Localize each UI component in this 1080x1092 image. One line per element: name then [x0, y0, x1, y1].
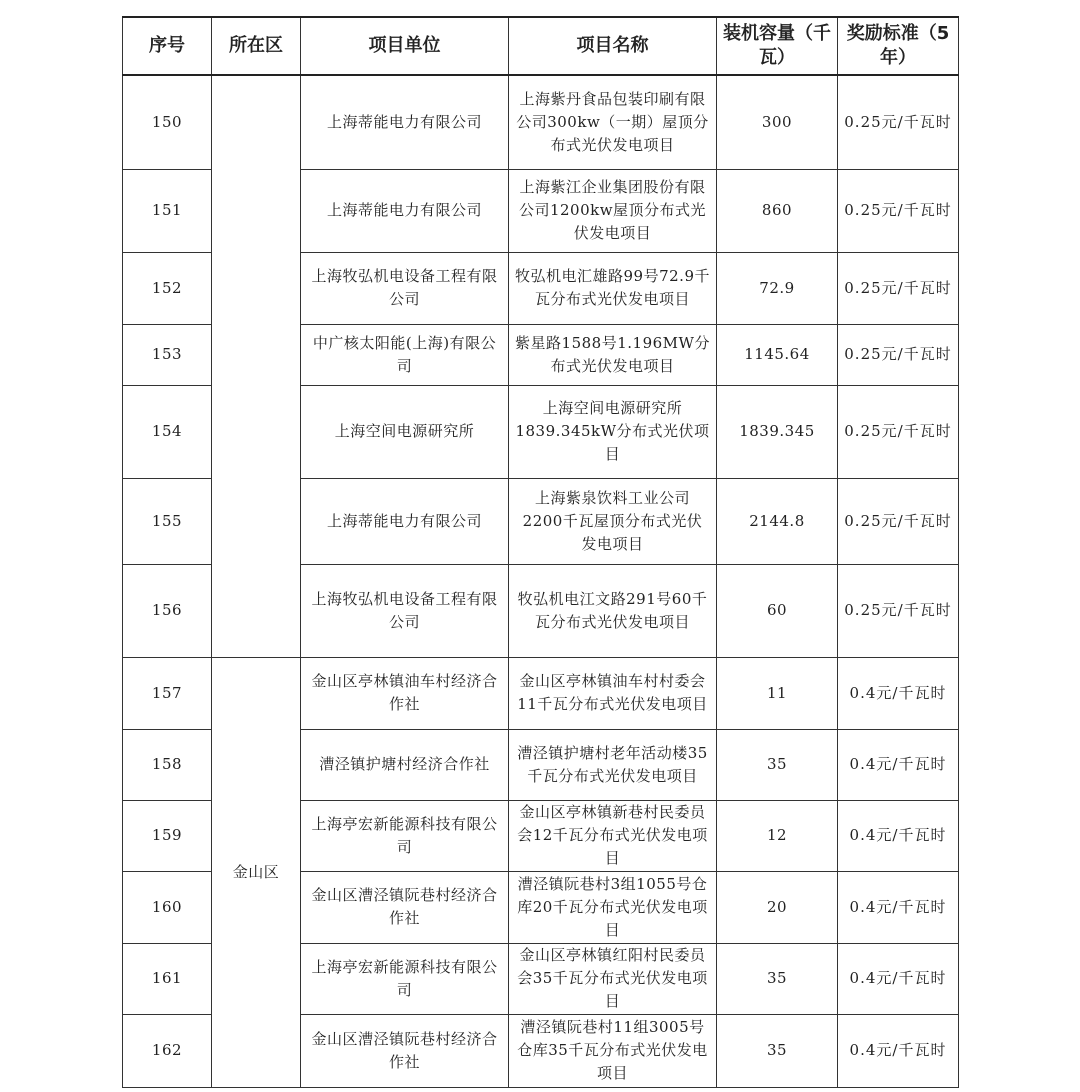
project-unit: 上海蒂能电力有限公司: [301, 478, 509, 564]
project-name: 上海空间电源研究所1839.345kW分布式光伏项目: [509, 385, 717, 478]
reward-standard: 0.4元/千瓦时: [838, 657, 959, 729]
subsidy-table: [122, 16, 959, 1088]
header-name: 项目名称: [509, 17, 717, 75]
district-cell-blank: [212, 75, 301, 657]
project-unit: 上海蒂能电力有限公司: [301, 75, 509, 169]
capacity: 35: [717, 729, 838, 800]
reward-standard: 0.4元/千瓦时: [838, 871, 959, 943]
project-name: 上海紫江企业集团股份有限公司1200kw屋顶分布式光伏发电项目: [509, 169, 717, 252]
capacity: 860: [717, 169, 838, 252]
project-name: 金山区亭林镇油车村村委会11千瓦分布式光伏发电项目: [509, 657, 717, 729]
project-unit: 金山区亭林镇油车村经济合作社: [301, 657, 509, 729]
capacity: 60: [717, 564, 838, 657]
project-unit: 上海牧弘机电设备工程有限公司: [301, 252, 509, 324]
reward-standard: 0.25元/千瓦时: [838, 252, 959, 324]
row-no: 150: [123, 75, 212, 169]
reward-standard: 0.25元/千瓦时: [838, 169, 959, 252]
reward-standard: 0.4元/千瓦时: [838, 729, 959, 800]
project-name: 金山区亭林镇新巷村民委员会12千瓦分布式光伏发电项目: [509, 800, 717, 871]
project-unit: 漕泾镇护塘村经济合作社: [301, 729, 509, 800]
project-unit: 上海牧弘机电设备工程有限公司: [301, 564, 509, 657]
header-row: [123, 17, 959, 75]
capacity: 72.9: [717, 252, 838, 324]
reward-standard: 0.25元/千瓦时: [838, 324, 959, 385]
capacity: 12: [717, 800, 838, 871]
row-no: 157: [123, 657, 212, 729]
row-no: 158: [123, 729, 212, 800]
project-unit: 金山区漕泾镇阮巷村经济合作社: [301, 871, 509, 943]
project-unit: 上海蒂能电力有限公司: [301, 169, 509, 252]
project-name: 上海紫丹食品包装印刷有限公司300kw（一期）屋顶分布式光伏发电项目: [509, 75, 717, 169]
row-no: 162: [123, 1014, 212, 1087]
project-name: 漕泾镇护塘村老年活动楼35千瓦分布式光伏发电项目: [509, 729, 717, 800]
capacity: 11: [717, 657, 838, 729]
project-unit: 中广核太阳能(上海)有限公司: [301, 324, 509, 385]
row-no: 152: [123, 252, 212, 324]
capacity: 1839.345: [717, 385, 838, 478]
reward-standard: 0.25元/千瓦时: [838, 385, 959, 478]
row-no: 156: [123, 564, 212, 657]
project-unit: 上海空间电源研究所: [301, 385, 509, 478]
capacity: 1145.64: [717, 324, 838, 385]
row-no: 151: [123, 169, 212, 252]
project-unit: 金山区漕泾镇阮巷村经济合作社: [301, 1014, 509, 1087]
project-unit: 上海亭宏新能源科技有限公司: [301, 943, 509, 1014]
capacity: 35: [717, 1014, 838, 1087]
reward-standard: 0.25元/千瓦时: [838, 564, 959, 657]
reward-standard: 0.25元/千瓦时: [838, 75, 959, 169]
row-no: 160: [123, 871, 212, 943]
reward-standard: 0.4元/千瓦时: [838, 943, 959, 1014]
table-row: [123, 75, 959, 169]
project-name: 牧弘机电江文路291号60千瓦分布式光伏发电项目: [509, 564, 717, 657]
row-no: 153: [123, 324, 212, 385]
reward-standard: 0.4元/千瓦时: [838, 1014, 959, 1087]
capacity: 300: [717, 75, 838, 169]
row-no: 159: [123, 800, 212, 871]
project-unit: 上海亭宏新能源科技有限公司: [301, 800, 509, 871]
table-row: [123, 657, 959, 729]
header-capacity: 装机容量（千瓦）: [717, 17, 838, 75]
reward-standard: 0.25元/千瓦时: [838, 478, 959, 564]
row-no: 154: [123, 385, 212, 478]
header-standard: 奖励标准（5年）: [838, 17, 959, 75]
header-no: 序号: [123, 17, 212, 75]
district-cell: 金山区: [212, 657, 301, 1087]
capacity: 35: [717, 943, 838, 1014]
header-unit: 项目单位: [301, 17, 509, 75]
project-name: 漕泾镇阮巷村11组3005号仓库35千瓦分布式光伏发电项目: [509, 1014, 717, 1087]
reward-standard: 0.4元/千瓦时: [838, 800, 959, 871]
project-name: 上海紫泉饮料工业公司2200千瓦屋顶分布式光伏发电项目: [509, 478, 717, 564]
project-name: 牧弘机电汇雄路99号72.9千瓦分布式光伏发电项目: [509, 252, 717, 324]
project-name: 漕泾镇阮巷村3组1055号仓库20千瓦分布式光伏发电项目: [509, 871, 717, 943]
project-name: 金山区亭林镇红阳村民委员会35千瓦分布式光伏发电项目: [509, 943, 717, 1014]
capacity: 2144.8: [717, 478, 838, 564]
row-no: 161: [123, 943, 212, 1014]
header-district: 所在区: [212, 17, 301, 75]
row-no: 155: [123, 478, 212, 564]
project-name: 紫星路1588号1.196MW分布式光伏发电项目: [509, 324, 717, 385]
capacity: 20: [717, 871, 838, 943]
